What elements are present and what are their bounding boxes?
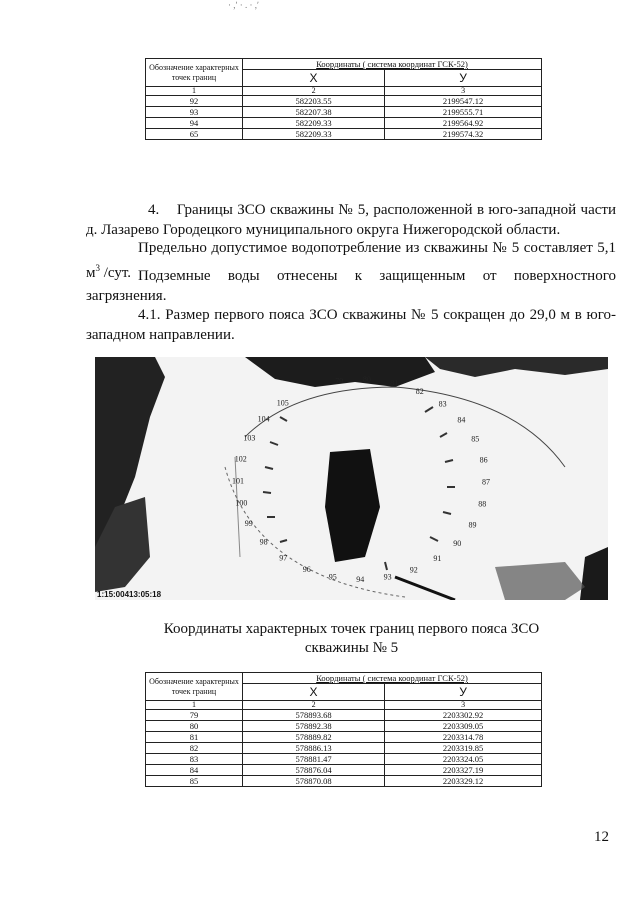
- map-point-label: 101: [232, 476, 244, 486]
- boundary-map-image: [95, 357, 608, 600]
- map-point-label: 93: [383, 572, 392, 582]
- cell-x: 578876.04: [243, 765, 385, 776]
- cell-x: 582209.33: [243, 129, 385, 140]
- map-point-label: 99: [244, 519, 253, 529]
- map-point-label: 80: [362, 375, 371, 385]
- table-row: [146, 107, 542, 118]
- map-point-label: 100: [235, 498, 248, 508]
- map-point-label: 103: [243, 433, 256, 443]
- map-point-label: 84: [457, 415, 466, 425]
- cell-x: 578886.13: [243, 743, 385, 754]
- map-timestamp: 1:15:00413:05:18: [97, 590, 162, 599]
- map-point-label: 104: [257, 414, 270, 424]
- map-point-label: 95: [328, 572, 337, 582]
- table-row: [146, 765, 542, 776]
- map-point-label: 96: [302, 565, 311, 575]
- paragraph-section-4: [86, 200, 616, 240]
- cell-point: 79: [146, 710, 243, 721]
- table-row: [146, 754, 542, 765]
- cell-point: 65: [146, 129, 243, 140]
- map-point-label: 92: [409, 565, 418, 575]
- table-row: [146, 118, 542, 129]
- cell-x: 578889.82: [243, 732, 385, 743]
- map-point-label: 98: [259, 537, 268, 547]
- cell-y: 2203327.19: [385, 765, 542, 776]
- paragraph-groundwater: [86, 266, 616, 306]
- map-point-label: 89: [468, 520, 477, 530]
- col-number: 1: [146, 87, 243, 96]
- cell-point: 81: [146, 732, 243, 743]
- superscript: 3: [95, 263, 100, 273]
- table-row: [146, 129, 542, 140]
- map-point-label: 97: [279, 553, 288, 563]
- cell-point: 85: [146, 776, 243, 787]
- cell-y: 2203314.78: [385, 732, 542, 743]
- scan-artifact: · ,ʹ · . · ,ʹ: [228, 0, 259, 10]
- map-point-label: 105: [276, 398, 289, 408]
- map-point-label: 79: [335, 376, 344, 386]
- coordinates-table-2: [145, 672, 542, 787]
- map-point-label: 94: [356, 575, 365, 584]
- table-row: [146, 710, 542, 721]
- cell-y: 2203319.85: [385, 743, 542, 754]
- cell-point: 80: [146, 721, 243, 732]
- cell-point: 92: [146, 96, 243, 107]
- section-number: 4.: [148, 202, 160, 218]
- table-row: [146, 776, 542, 787]
- cell-y: 2203324.05: [385, 754, 542, 765]
- header-x: X: [243, 70, 385, 87]
- col-number: 3: [385, 701, 542, 710]
- col-number: 3: [385, 87, 542, 96]
- cell-x: 578893.68: [243, 710, 385, 721]
- paragraph-text: 4.1. Размер первого пояса ЗСО скважины № 5 сокращен до 29,0 м в юго-западном направлении.: [86, 307, 616, 343]
- header-coords: Координаты ( система координат ГСК-52): [243, 59, 542, 70]
- paragraph-text-unit: /сут.: [100, 265, 132, 281]
- cell-y: 2199555.71: [385, 107, 542, 118]
- map-point-label: 86: [479, 455, 488, 465]
- cell-x: 578870.08: [243, 776, 385, 787]
- cell-x: 582203.55: [243, 96, 385, 107]
- cell-y: 2199564.92: [385, 118, 542, 129]
- cell-y: 2203302.92: [385, 710, 542, 721]
- cell-y: 2203309.05: [385, 721, 542, 732]
- map-point-label: 85: [471, 434, 480, 444]
- map-point-label: 90: [453, 538, 462, 548]
- cell-point: 82: [146, 743, 243, 754]
- header-x: X: [243, 684, 385, 701]
- map-point-label: 81: [390, 378, 399, 388]
- col-number: 2: [243, 701, 385, 710]
- map-point-label: 87: [482, 477, 490, 487]
- map-point-label: 82: [415, 386, 424, 396]
- cell-point: 84: [146, 765, 243, 776]
- paragraph-text: Предельно допустимое водопотребление из скважины № 5 составляет 5,1 м: [86, 240, 616, 281]
- cell-y: 2203329.12: [385, 776, 542, 787]
- col-number: 1: [146, 701, 243, 710]
- map-point-label: 102: [234, 454, 247, 464]
- cell-x: 582207.38: [243, 107, 385, 118]
- page-number: 12: [594, 829, 609, 845]
- cell-point: 83: [146, 754, 243, 765]
- cell-y: 2199547.12: [385, 96, 542, 107]
- cell-point: 93: [146, 107, 243, 118]
- paragraph-text: Границы ЗСО скважины № 5, расположенной в юго-западной части д. Лазарево Городецкого муниципального округа Нижегородской области.: [86, 202, 616, 238]
- paragraph-text: Подземные воды отнесены к защищенным от поверхностного загрязнения.: [86, 268, 616, 304]
- caption-line-1: Координаты характерных точек границ первого пояса ЗСО: [163, 621, 540, 637]
- cell-x: 578881.47: [243, 754, 385, 765]
- header-y: У: [385, 684, 542, 701]
- coordinates-table-1: [145, 58, 542, 140]
- table-row: [146, 96, 542, 107]
- cell-x: 578892.38: [243, 721, 385, 732]
- map-point-label: 88: [478, 499, 487, 509]
- table-row: [146, 732, 542, 743]
- cell-x: 582209.33: [243, 118, 385, 129]
- header-point-name: Обозначение характерных точек границ: [146, 673, 243, 701]
- caption-line-2: скважины № 5: [304, 640, 399, 656]
- col-number: 2: [243, 87, 385, 96]
- cell-point: 94: [146, 118, 243, 129]
- header-y: У: [385, 70, 542, 87]
- cell-y: 2199574.32: [385, 129, 542, 140]
- paragraph-section-4-1: [86, 305, 616, 345]
- table-row: [146, 743, 542, 754]
- header-point-name: Обозначение характерных точек границ: [146, 59, 243, 87]
- table-caption: [95, 620, 608, 658]
- map-point-label: 83: [438, 399, 447, 409]
- map-point-label: 91: [433, 554, 442, 564]
- table-row: [146, 721, 542, 732]
- header-coords: Координаты ( система координат ГСК-52): [243, 673, 542, 684]
